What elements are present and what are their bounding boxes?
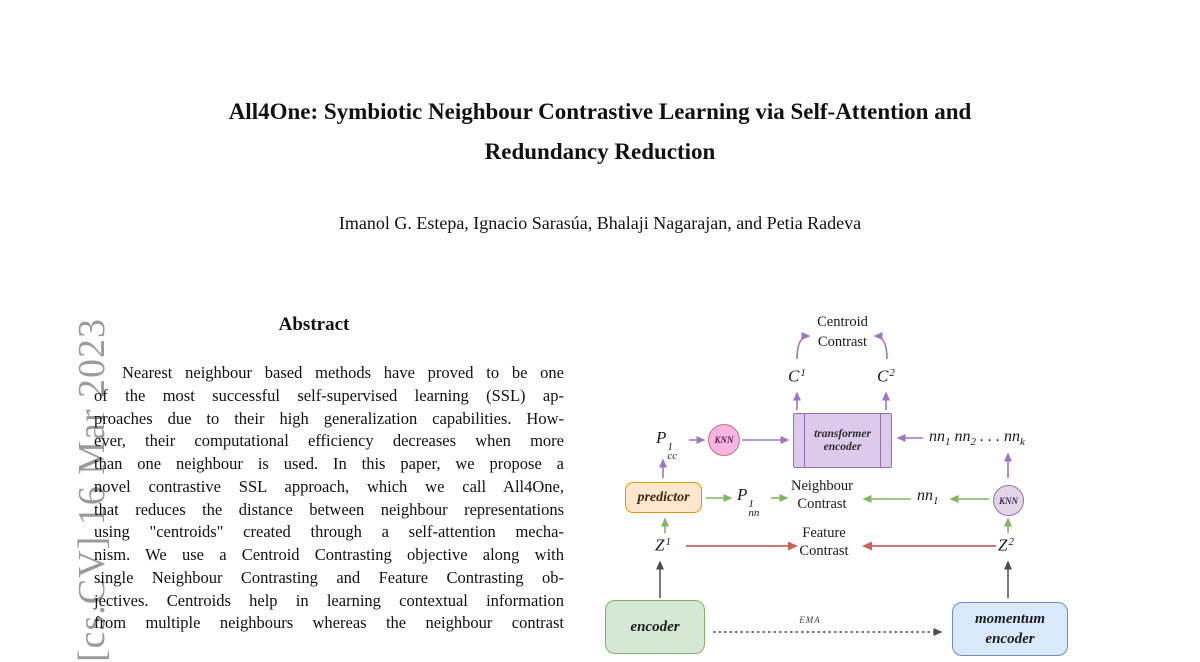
- transformer-encoder-box: [793, 413, 892, 468]
- feature-contrast-label: [782, 524, 866, 560]
- transformer-encoder-label: transformer encoder: [814, 427, 871, 453]
- paper-authors: Imanol G. Estepa, Ignacio Sarasúa, Bhalaji Nagarajan, and Petia Radeva: [338, 213, 862, 233]
- diagram-arrows: [590, 300, 1200, 648]
- feature-contrast-line1: Feature: [802, 525, 846, 541]
- paper-title-line2: Redundancy Reduction: [484, 139, 716, 164]
- ema-label: EMA: [799, 615, 821, 625]
- abstract-line: than one neighbour is used. In this paper, we propose a: [94, 454, 564, 473]
- encoder-label: encoder: [630, 618, 680, 635]
- transformer-inner-line: [804, 414, 805, 467]
- abstract-line: proaches due to their high generalization capabilities. How-: [94, 408, 564, 428]
- nn1-label: $nn_1$: [917, 487, 939, 508]
- arxiv-banner: [cs.CV] 16 Mar 2023: [71, 317, 113, 662]
- abstract-line: Nearest neighbour based methods have proved to be one: [122, 363, 564, 382]
- knn-right-circle: [993, 485, 1024, 516]
- z2-label: $Z^2$: [998, 535, 1014, 555]
- abstract-line: ever, their computational efficiency decreases when more: [94, 431, 564, 451]
- neighbour-contrast-line2: Contrast: [797, 496, 847, 512]
- abstract-line: single Neighbour Contrasting and Feature Contrasting ob-: [94, 567, 564, 587]
- abstract-line: jectives. Centroids help in learning contextual information: [94, 590, 564, 610]
- abstract-line: using "centroids" created through a self-attention mecha-: [94, 522, 564, 542]
- neighbour-contrast-label: [780, 477, 864, 513]
- encoder-box: [605, 600, 705, 654]
- abstract-line: that reduces the distance between neighbour representations: [94, 499, 564, 519]
- nn-list-label: $nn_1$ $nn_2$ . . . $nn_k$: [929, 428, 1025, 449]
- pnn-label: P 1 nn: [737, 485, 760, 519]
- centroid-contrast-line2: Contrast: [817, 334, 868, 350]
- predictor-label: predictor: [637, 489, 690, 505]
- centroid-contrast-label: [790, 312, 895, 352]
- neighbour-contrast-line1: Neighbour: [790, 478, 853, 494]
- transformer-inner-line: [880, 414, 881, 467]
- paper-title-line1: All4One: Symbiotic Neighbour Contrastive Learning via Self-Attention and: [228, 99, 972, 124]
- c1-label: $C^1$: [788, 366, 806, 386]
- knn-right-label: KNN: [998, 495, 1018, 506]
- knn-left-circle: [708, 424, 740, 456]
- abstract-line: from multiple neighbours whereas the neighbour contrast: [94, 613, 564, 633]
- abstract-line: of the most successful self-supervised learning (SSL) ap-: [94, 385, 564, 405]
- predictor-box: [625, 482, 702, 513]
- z1-label: $Z^1$: [655, 535, 671, 555]
- abstract-heading: Abstract: [278, 314, 350, 335]
- centroid-contrast-line1: Centroid: [817, 314, 868, 330]
- abstract-body: [94, 362, 564, 635]
- pcc-label: P 1 cc: [656, 428, 678, 462]
- knn-left-label: KNN: [714, 435, 734, 445]
- c2-label: $C^2$: [877, 366, 895, 386]
- momentum-encoder-label: momentum encoder: [974, 611, 1045, 647]
- abstract-line: novel contrastive SSL approach, which we call All4One,: [94, 476, 564, 496]
- abstract-line: nism. We use a Centroid Contrasting objective along with: [94, 545, 564, 564]
- feature-contrast-line2: Contrast: [799, 543, 849, 559]
